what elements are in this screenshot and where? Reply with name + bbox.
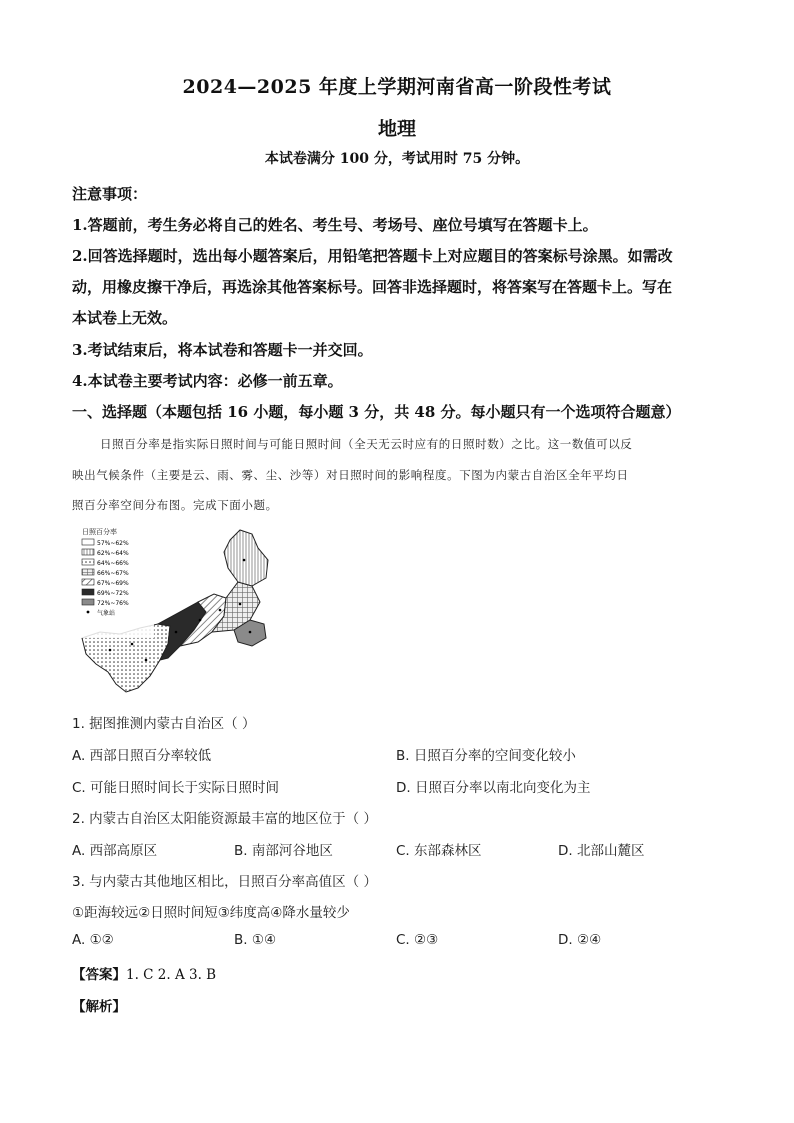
question-option: A. ①② (72, 932, 114, 948)
passage-line: 映出气候条件（主要是云、雨、雾、尘、沙等）对日照时间的影响程度。下图为内蒙古自治区全年平均日 (72, 468, 629, 482)
question-option: A. 西部高原区 (72, 843, 158, 859)
passage-line: 日照百分率是指实际日照时间与可能日照时间（全天无云时应有的日照时数）之比。这一数值可以反 (100, 437, 633, 451)
question-substem: ①距海较远②日照时间短③纬度高④降水量较少 (72, 905, 350, 921)
question-option: B. 南部河谷地区 (234, 843, 333, 859)
question-option: C. 东部森林区 (396, 843, 482, 859)
answer-line (72, 963, 734, 983)
legend-item: 69%~72% (97, 590, 129, 597)
answer-tag: 【答案】 (72, 967, 126, 983)
sunshine-percentage-map (80, 520, 280, 700)
question-option: B. 日照百分率的空间变化较小 (396, 748, 576, 764)
question-option: A. 西部日照百分率较低 (72, 748, 212, 764)
legend-item: 62%~64% (97, 550, 129, 557)
question-stem: 1. 据图推测内蒙古自治区（ ） (72, 716, 256, 732)
note-line: 4.本试卷主要考试内容：必修一前五章。 (72, 372, 343, 390)
question-stem: 2. 内蒙古自治区太阳能资源最丰富的地区位于（ ） (72, 811, 377, 827)
legend-item: 67%~69% (97, 580, 129, 587)
station-icon (87, 611, 90, 614)
passage-line: 照百分率空间分布图。完成下面小题。 (72, 498, 278, 512)
legend-title: 日照百分率 (82, 528, 117, 536)
legend-item: 气象站 (97, 610, 116, 617)
question-option: D. 北部山麓区 (558, 843, 645, 859)
analysis-line (72, 995, 734, 1015)
note-line: 本试卷上无效。 (72, 309, 178, 327)
question-option: D. ②④ (558, 932, 602, 948)
exam-info: 本试卷满分 100 分，考试用时 75 分钟。 (264, 151, 530, 167)
question-stem: 3. 与内蒙古其他地区相比，日照百分率高值区（ ） (72, 874, 377, 890)
note-line: 1.答题前，考生务必将自己的姓名、考生号、考场号、座位号填写在答题卡上。 (72, 216, 598, 234)
note-line: 3.考试结束后，将本试卷和答题卡一并交回。 (72, 341, 373, 359)
note-line: 动，用橡皮擦干净后，再选涂其他答案标号。回答非选择题时，将答案写在答题卡上。写在 (72, 278, 673, 296)
answer-text: 1. C 2. A 3. B (126, 967, 217, 983)
question-option: B. ①④ (234, 932, 277, 948)
question-option: D. 日照百分率以南北向变化为主 (396, 780, 591, 796)
exam-subject: 地理 (377, 118, 416, 140)
legend-item: 57%~62% (97, 540, 129, 547)
question-option: C. ②③ (396, 932, 439, 948)
legend-item: 72%~76% (97, 600, 129, 607)
notes-heading: 注意事项： (72, 185, 148, 203)
analysis-tag: 【解析】 (72, 999, 126, 1015)
note-line: 2.回答选择题时，选出每小题答案后，用铅笔把答题卡上对应题目的答案标号涂黑。如需改 (72, 247, 673, 265)
legend-item: 64%~66% (97, 560, 129, 567)
question-option: C. 可能日照时间长于实际日照时间 (72, 780, 280, 796)
legend-item: 66%~67% (97, 570, 129, 577)
map-region-northeast (224, 530, 268, 586)
exam-title: 2024—2025 年度上学期河南省高一阶段性考试 (182, 76, 612, 98)
section-heading: 一、选择题（本题包括 16 小题，每小题 3 分，共 48 分。每小题只有一个选项符合题意） (72, 403, 681, 421)
